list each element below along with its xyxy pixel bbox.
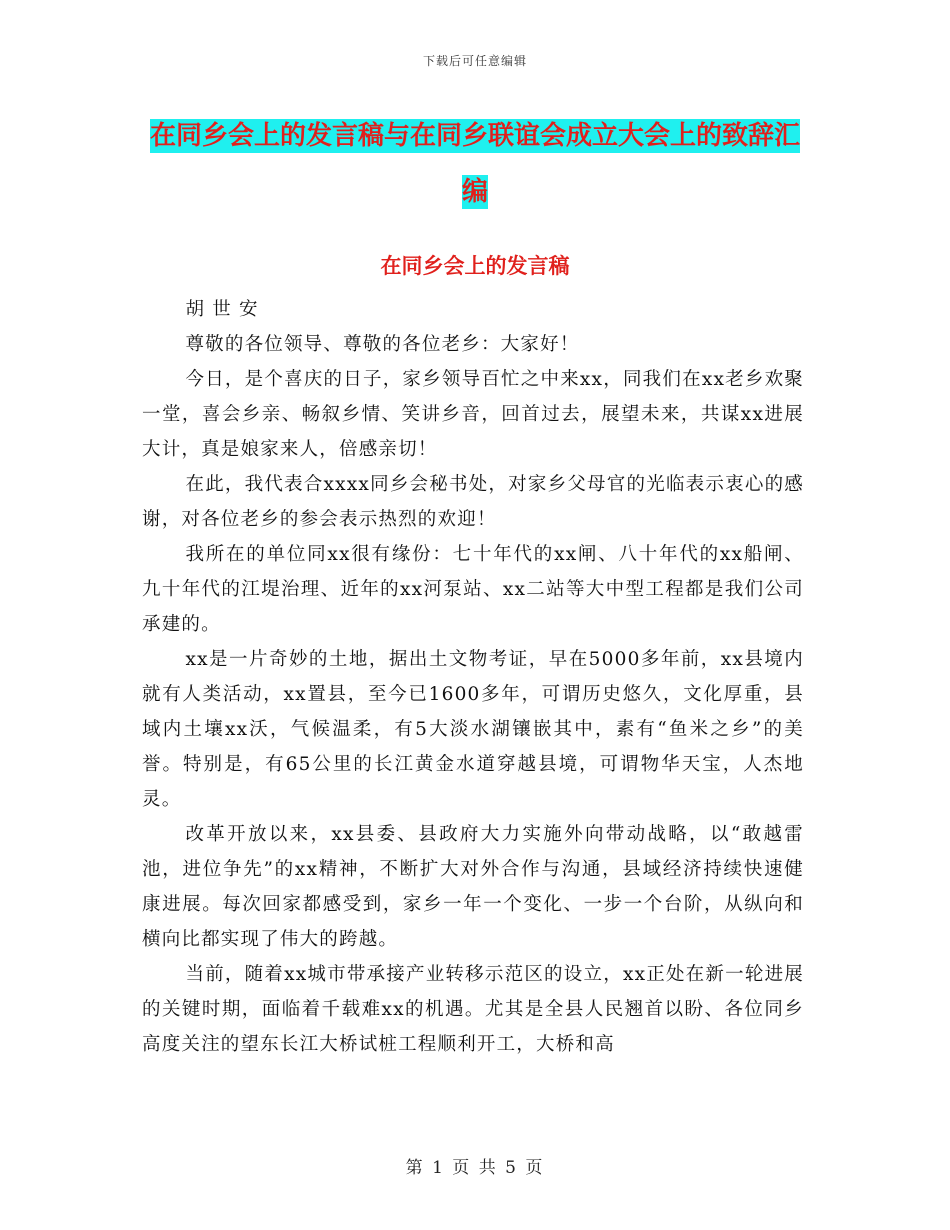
author-line: 胡 世 安: [185, 299, 259, 320]
document-body: [142, 292, 804, 1062]
paragraph: 在此，我代表合xxxx同乡会秘书处，对家乡父母官的光临表示衷心的感谢，对各位老乡的参会表示热烈的欢迎！: [142, 474, 804, 530]
paragraph: xx是一片奇妙的土地，据出土文物考证，早在5000多年前，xx县境内就有人类活动，xx置县，至今已1600多年，可谓历史悠久，文化厚重，县域内土壤xx沃，气候温柔，有5大淡水湖镶嵌其中，素有“鱼米之乡”的美誉。特别是，有65公里的长江黄金水道穿越县境，可谓物华天宝，人杰地灵。: [142, 649, 804, 810]
paragraph: 改革开放以来，xx县委、县政府大力实施外向带动战略，以“敢越雷池，进位争先”的xx精神，不断扩大对外合作与沟通，县域经济持续快速健康进展。每次回家都感受到，家乡一年一个变化、一步一个台阶，从纵向和横向比都实现了伟大的跨越。: [142, 824, 804, 950]
paragraph: 尊敬的各位领导、尊敬的各位老乡：大家好！: [185, 334, 580, 355]
document-title: [140, 108, 810, 220]
paragraph: 今日，是个喜庆的日子，家乡领导百忙之中来xx，同我们在xx老乡欢聚一堂，喜会乡亲、畅叙乡情、笑讲乡音，回首过去，展望未来，共谋xx进展大计，真是娘家来人，倍感亲切！: [142, 369, 804, 460]
header-note: 下载后可任意编辑: [422, 54, 527, 68]
paragraph: 我所在的单位同xx很有缘份：七十年代的xx闸、八十年代的xx船闸、九十年代的江堤治理、近年的xx河泵站、xx二站等大中型工程都是我们公司承建的。: [142, 544, 804, 635]
section-title: 在同乡会上的发言稿: [380, 253, 570, 278]
document-title-text: 在同乡会上的发言稿与在同乡联谊会成立大会上的致辞汇编: [149, 121, 800, 207]
paragraph: 当前，随着xx城市带承接产业转移示范区的设立，xx正处在新一轮进展的关键时期，面临着千载难xx的机遇。尤其是全县人民翘首以盼、各位同乡高度关注的望东长江大桥试桩工程顺利开工，大桥和高: [142, 964, 804, 1055]
page-footer: 第 1 页 共 5 页: [405, 1158, 545, 1178]
